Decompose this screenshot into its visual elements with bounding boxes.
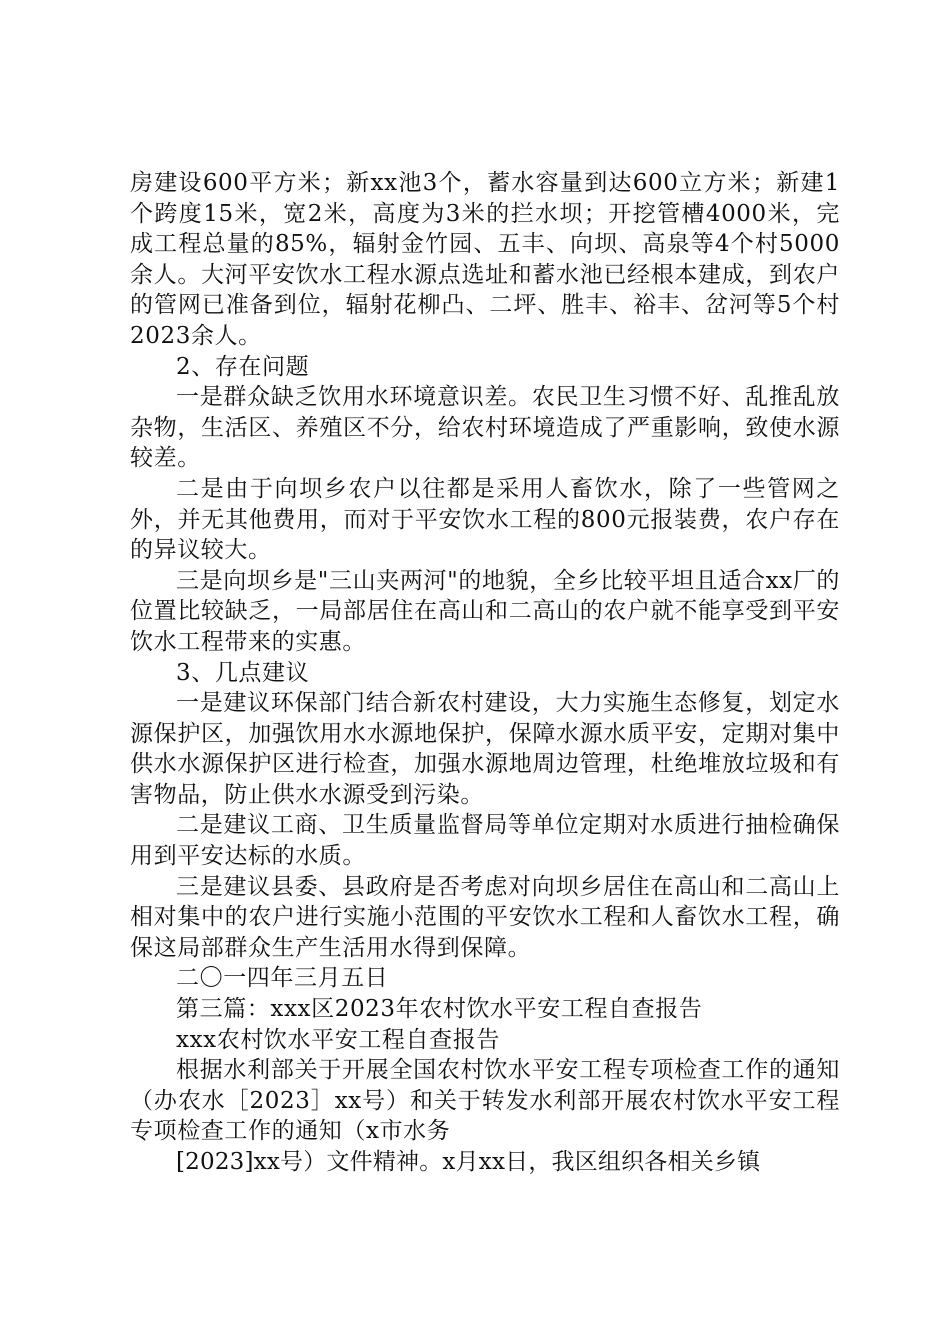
report-title: xxx农村饮水平安工程自查报告 [176, 1026, 500, 1053]
heading-existing-problems: 2、存在问题 [176, 353, 310, 380]
paragraph-problem-1: 一是群众缺乏饮用水环境意识差。农民卫生习惯不好、乱推乱放杂物，生活区、养殖区不分，给农村环境造成了严重影响，致使水源较差。 [130, 384, 840, 472]
paragraph-suggestion-3: 三是建议县委、县政府是否考虑对向坝乡居住在高山和二高山上相对集中的农户进行实施小范围的平安饮水工程和人畜饮水工程，确保这局部群众生产生活用水得到保障。 [130, 873, 840, 961]
paragraph-suggestion-2: 二是建议工商、卫生质量监督局等单位定期对水质进行抽检确保用到平安达标的水质。 [130, 812, 840, 870]
paragraph-suggestion-1: 一是建议环保部门结合新农村建设，大力实施生态修复，划定水源保护区，加强饮用水水源地保护，保障水源水质平安，定期对集中供水水源保护区进行检查，加强水源地周边管理，杜绝堆放垃圾和有害物品，防止供水水源受到污染。 [130, 690, 840, 808]
heading-suggestions: 3、几点建议 [176, 659, 310, 686]
paragraph-report-basis: 根据水利部关于开展全国农村饮水平安工程专项检查工作的通知（办农水［2023］xx号）和关于转发水利部开展农村饮水平安工程专项检查工作的通知（x市水务 [130, 1057, 840, 1145]
document-body [130, 168, 840, 1178]
section-title: 第三篇：xxx区2023年农村饮水平安工程自查报告 [176, 996, 703, 1023]
paragraph-problem-2: 二是由于向坝乡农户以往都是采用人畜饮水，除了一些管网之外，并无其他费用，而对于平安饮水工程的800元报装费，农户存在的异议较大。 [130, 475, 840, 564]
paragraph-report-continuation: [2023]xx号）文件精神。x月xx日，我区组织各相关乡镇 [176, 1149, 761, 1175]
paragraph-problem-3: 三是向坝乡是"三山夹两河"的地貌，全乡比较平坦且适合xx厂的位置比较缺乏，一局部居住在高山和二高山的农户就不能享受到平安饮水工程带来的实惠。 [130, 567, 840, 655]
paragraph-project-progress: 房建设600平方米；新xx池3个，蓄水容量到达600立方米；新建1个跨度15米，宽2米，高度为3米的拦水坝；开挖管槽4000米，完成工程总量的85%，辐射金竹园、五丰、向坝、高泉等4个村5000余人。大河平安饮水工程水源点选址和蓄水池已经根本建成，到农户的管网已准备到位，辐射花柳凸、二坪、胜丰、裕丰、岔河等5个村2023余人。 [130, 170, 840, 349]
document-date: 二〇一四年三月五日 [176, 965, 389, 992]
